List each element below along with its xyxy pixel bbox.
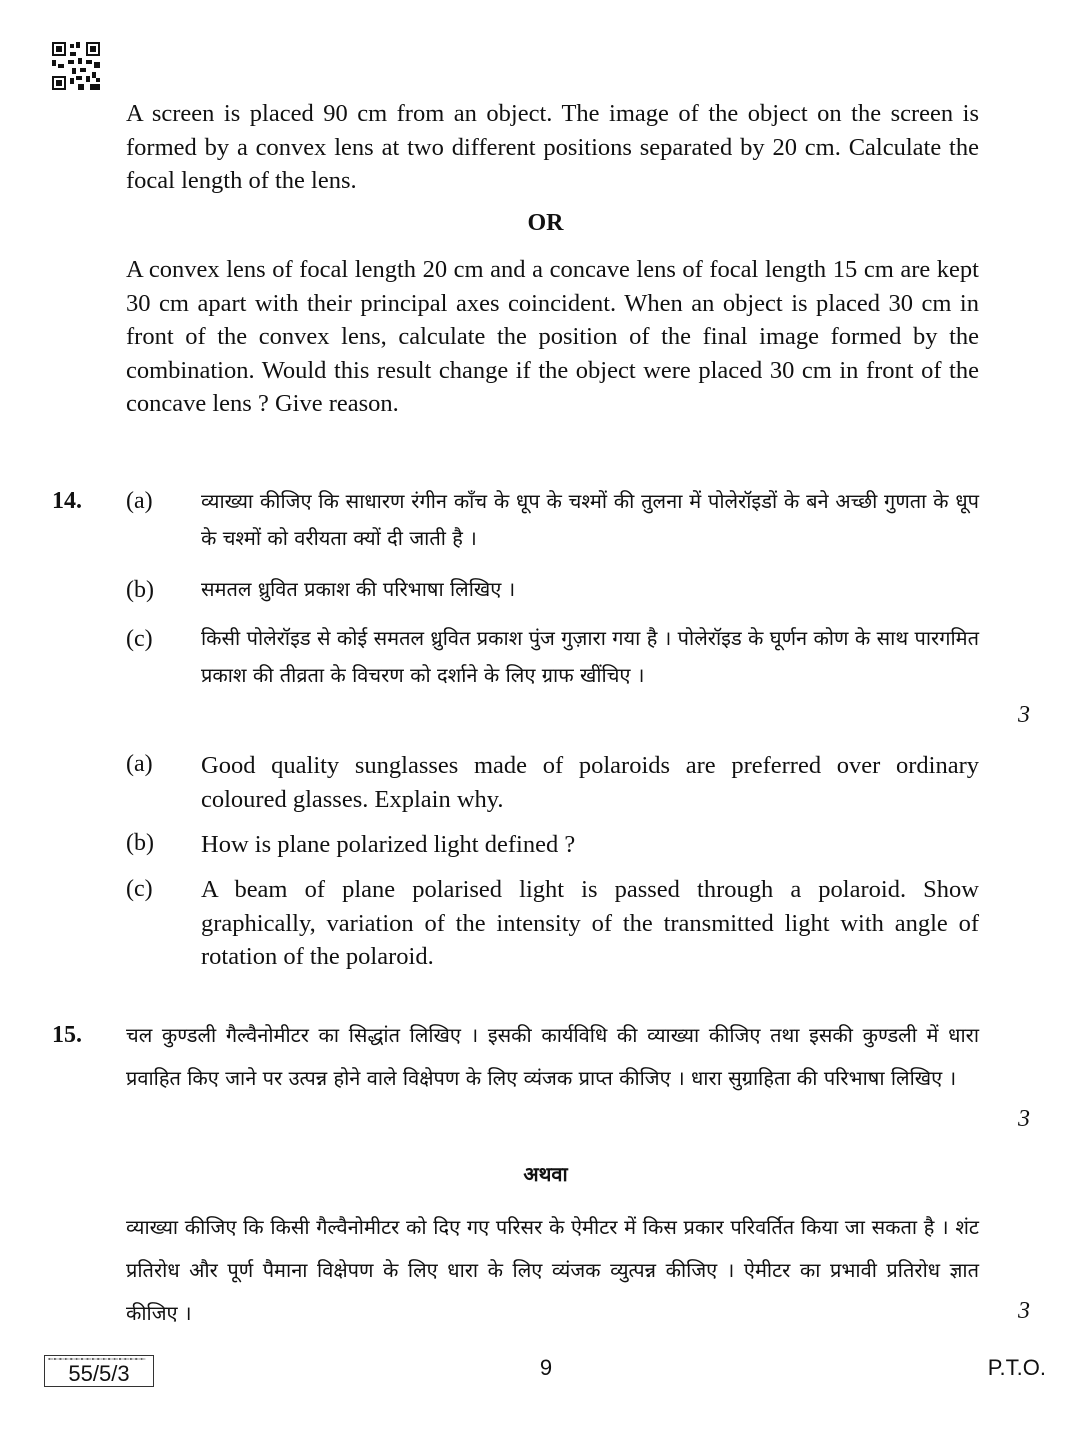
q14-marks: 3 xyxy=(1018,702,1030,728)
q15-marks-main: 3 xyxy=(1018,1106,1030,1132)
q14-english-a-label: (a) xyxy=(126,751,153,777)
q13-alt-text: A convex lens of focal length 20 cm and a concave lens of focal length 15 cm are kept 30 cm apart with their principal axes coincident. When an object is placed 30 cm in front of the convex lens, calculate the position of the final image formed by the combination. Would this result change if the object were placed 30 cm in front of the concave lens ? Give reason. xyxy=(126,256,979,417)
q15-hindi-alt-text: व्याख्या कीजिए कि किसी गैल्वैनोमीटर को दिए गए परिसर के ऐमीटर में किस प्रकार परिवर्तित किया जा सकता है । शंट प्रतिरोध और पूर्ण पैमाना विक्षेपण के लिए धारा के लिए व्यंजक व्युत्पन्न कीजिए । ऐमीटर का प्रभावी प्रतिरोध ज्ञात कीजिए । xyxy=(126,1215,979,1325)
q14-english-b-label: (b) xyxy=(126,830,154,856)
q15-marks-alt: 3 xyxy=(1018,1298,1030,1324)
paper-code: 55/5/3 xyxy=(68,1361,130,1386)
q14-hindi-a-text: व्याख्या कीजिए कि साधारण रंगीन काँच के धूप के चश्मों की तुलना में पोलेरॉइडों के बने अच्छी गुणता के धूप के चश्मों को वरीयता क्यों दी जाती है । xyxy=(201,489,979,550)
microtext-pattern: ▪▫▪▫▪▫▪▫▪▫▪▫▪▫▪▫▪▫▪▫▪▫▪▫▪▫▪▫▪▫▪▫▪▫▪▫ xyxy=(48,1357,146,1361)
q14-hindi-b-label: (b) xyxy=(126,577,154,603)
q14-english-c-text: A beam of plane polarised light is passed through a polaroid. Show graphically, variation of the intensity of the transmitted light with angle of rotation of the polaroid. xyxy=(201,876,979,970)
question-number-15: 15. xyxy=(52,1022,82,1048)
q14-hindi-c-text: किसी पोलेरॉइड से कोई समतल ध्रुवित प्रकाश पुंज गुज़ारा गया है । पोलेरॉइड के घूर्णन कोण के साथ पारगमित प्रकाश की तीव्रता के विचरण को दर्शाने के लिए ग्राफ खींचिए । xyxy=(201,626,979,687)
q15-hindi-main-text: चल कुण्डली गैल्वैनोमीटर का सिद्धांत लिखिए । इसकी कार्यविधि की व्याख्या कीजिए तथा इसकी कुण्डली में धारा प्रवाहित किए जाने पर उत्पन्न होने वाले विक्षेपण के लिए व्यंजक प्राप्त कीजिए । धारा सुग्राहिता की परिभाषा लिखिए । xyxy=(126,1023,979,1090)
page-number: 9 xyxy=(539,1355,553,1380)
or-label: OR xyxy=(527,210,564,236)
q14-english-b-text: How is plane polarized light defined ? xyxy=(201,831,576,858)
q14-english-c-label: (c) xyxy=(126,876,153,902)
q14-hindi-b-text: समतल ध्रुवित प्रकाश की परिभाषा लिखिए । xyxy=(201,577,516,601)
paper-code-box xyxy=(44,1355,154,1387)
pto-label: P.T.O. xyxy=(987,1355,1046,1380)
q14-hindi-a-label: (a) xyxy=(126,488,153,514)
q13-main-text: A screen is placed 90 cm from an object. The image of the object on the screen is formed by a convex lens at two different positions separated by 20 cm. Calculate the focal length of the lens. xyxy=(126,100,979,194)
athva-label: अथवा xyxy=(523,1162,568,1186)
q14-english-a-text: Good quality sunglasses made of polaroids are preferred over ordinary coloured glasses. Explain why. xyxy=(201,752,979,813)
question-number-14: 14. xyxy=(52,488,82,514)
q14-hindi-c-label: (c) xyxy=(126,626,153,652)
qr-code-icon xyxy=(52,42,100,90)
